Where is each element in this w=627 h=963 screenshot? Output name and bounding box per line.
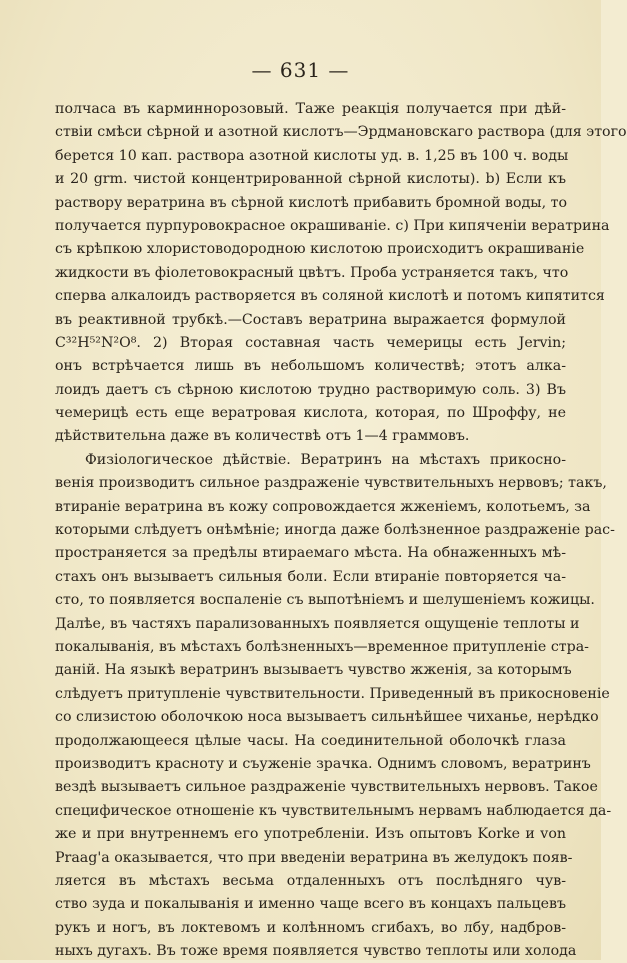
text-line: рукъ и ногъ, въ локтевомъ и колѣнномъ сгибахъ, во лбу, надбров- (55, 919, 566, 936)
text-line: лоидъ даетъ съ сѣрною кислотою трудно растворимую соль. 3) Въ (55, 381, 566, 398)
text-line: раствору вератрина въ сѣрной кислотѣ прибавить бромной воды, то (55, 194, 567, 211)
text-line: полчаса въ карминнорозовый. Таже реакція получается при дѣй- (55, 101, 566, 117)
page-number: — 631 — (251, 58, 350, 82)
text-line: съ крѣпкою хлористоводородною кислотою происходитъ окрашиваніе (55, 241, 585, 258)
text-line: которыми слѣдуетъ онѣмѣніе; иногда даже болѣзненное раздраженіе рас- (55, 522, 615, 539)
text-line: же и при внутреннемъ его употребленіи. Изъ опытовъ Korke и von (55, 826, 566, 843)
paragraph-start-line: Физіологическое дѣйствіе. Вератринъ на мѣстахъ прикосно- (85, 451, 566, 468)
text-line: C³²H⁵²N²O⁸. 2) Вторая составная часть чемерицы есть Jervin; (55, 334, 566, 351)
text-line: получается пурпуровокрасное окрашиваніе. c) При кипяченіи вератрина (55, 217, 610, 234)
text-line: Далѣе, въ частяхъ парализованныхъ появляется ощущеніе теплоты и (55, 615, 580, 632)
text-line: онъ встрѣчается лишь въ небольшомъ количествѣ; этотъ алка- (55, 358, 566, 375)
text-line: покалыванія, въ мѣстахъ болѣзненныхъ—временное притупленіе стра- (55, 638, 589, 655)
text-line: специфическое отношеніе къ чувствительнымъ нервамъ наблюдается да- (55, 802, 612, 819)
text-line: ныхъ дугахъ. Въ тоже время появляется чувство теплоты или холода (55, 943, 577, 960)
text-line: ство зуда и покалыванія и именно чаще всего въ концахъ пальцевъ (55, 896, 566, 913)
text-line: стахъ онъ вызываетъ сильныя боли. Если втираніе повторяется ча- (55, 568, 566, 585)
text-line: сперва алкалоидъ растворяется въ соляной кислотѣ и потомъ кипятится (55, 288, 605, 305)
text-line: чемерицѣ есть еще вератровая кислота, которая, по Шроффу, не (55, 405, 566, 422)
text-line: вездѣ вызываетъ сильное раздраженіе чувствительныхъ нервовъ. Такое (55, 779, 598, 796)
text-line: и 20 grm. чистой концентрированной сѣрной кислоты). b) Если къ (55, 171, 566, 188)
text-line: даній. На языкѣ вератринъ вызываетъ чувство жженія, за которымъ (55, 662, 572, 679)
text-line: продолжающееся цѣлые часы. На соединительной оболочкѣ глаза (55, 732, 566, 749)
text-line: въ реактивной трубкѣ.—Составъ вератрина выражается формулой (55, 311, 566, 328)
text-line: Praag'a оказывается, что при введеніи вератрина въ желудокъ появ- (55, 849, 573, 866)
text-line: производитъ красноту и съуженіе зрачка. Однимъ словомъ, вератринъ (55, 755, 591, 772)
text-line: берется 10 кап. раствора азотной кислоты уд. в. 1,25 въ 100 ч. воды (55, 147, 569, 164)
text-line: дѣйствительна даже въ количествѣ отъ 1—4 граммовъ. (55, 428, 470, 445)
text-line: со слизистою оболочкою носа вызываетъ сильнѣйшее чиханье, нерѣдко (55, 709, 599, 726)
body-text (55, 98, 627, 963)
text-line: слѣдуетъ притупленіе чувствительности. Приведенный въ прикосновеніе (55, 685, 610, 702)
text-line: жидкости въ фіолетовокрасный цвѣтъ. Проба устраняется такъ, что (55, 264, 569, 281)
text-line: ляется въ мѣстахъ весьма отдаленныхъ отъ послѣдняго чув- (55, 872, 566, 889)
text-line: венія производитъ сильное раздраженіе чувствительныхъ нервовъ; такъ, (55, 475, 607, 492)
text-line: сто, то появляется воспаленіе съ выпотѣніемъ и шелушеніемъ кожицы. (55, 592, 595, 609)
text-line: втираніе вератрина въ кожу сопровождается жженіемъ, колотьемъ, за (55, 498, 591, 515)
text-line: ствіи смѣси сѣрной и азотной кислотъ—Эрдмановскаго раствора (для этого (55, 124, 627, 141)
text-line: пространяется за предѣлы втираемаго мѣста. На обнаженныхъ мѣ- (55, 545, 566, 562)
